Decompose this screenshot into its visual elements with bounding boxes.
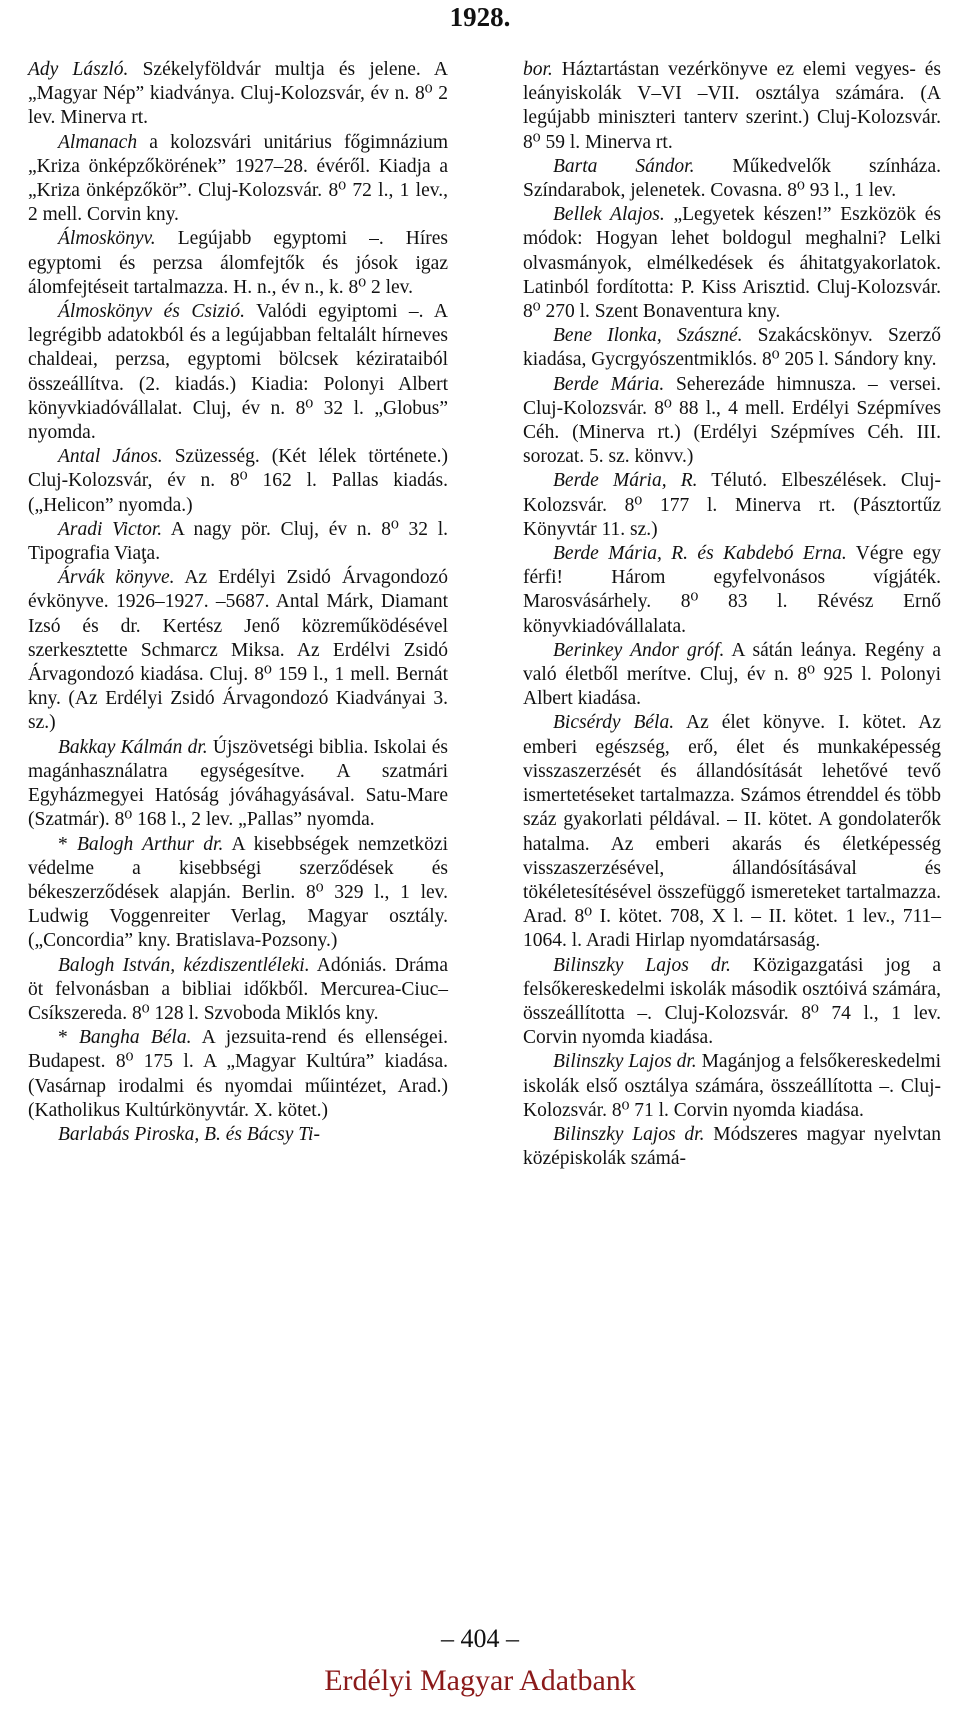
entry-text: Legújabb egyptomi –. Híres egyptomi és perzsa álomfejtők és jósok igaz álomfejtéseit tartalmazza. H. n., év n., k. 8⁰ 2 lev. [28, 228, 448, 298]
entry-author: Álmoskönyv. [58, 228, 156, 250]
entry-text: Végre egy férfi! Három egyfelvonásos vígjáték. Marosvásárhely. 8⁰ 83 l. Révész Ernő könyvkiadóvállalata. [523, 543, 941, 637]
entry-text: A kisebbségek nemzetközi védelme a kisebbségi szerződések és békeszerződések alapján. Berlin. 8⁰ 329 l., 1 lev. Ludwig Voggenreiter Verlag, Magyar osztály. („Concordia” kny. Bratislava-Pozsony.) [28, 833, 448, 952]
bibliography-entry [28, 1026, 448, 1123]
bibliography-entry [28, 58, 448, 131]
entry-author: Berinkey Andor gróf. [553, 639, 725, 661]
entry-text: Valódi egyiptomi –. A legrégibb adatokból és a legújabban feltalált hírneves chaldeai, perzsa, egyptomi bölcsek kézirataiból összeállítva. (2. kiadás.) Kiadia: Polonyi Albert könyvkiadóvállalat. Cluj, év n. 8⁰ 32 l. „Globus” nyomda. [28, 301, 448, 444]
entry-asterisk: * [58, 1027, 79, 1049]
entry-author: Berde Mária, R. [553, 470, 698, 492]
bibliography-entry [523, 542, 941, 639]
entry-text: A sátán leánya. Regény a való életből merítve. Cluj, év n. 8⁰ 925 l. Polonyi Albert kiadása. [523, 639, 941, 710]
entry-author: Antal János. [58, 446, 163, 468]
bibliography-entry [28, 833, 448, 954]
entry-asterisk: * [58, 833, 77, 855]
entry-text: Seherezáde himnusza. – versei. Cluj-Kolozsvár. 8⁰ 88 l., 4 mell. Erdélyi Szépmíves Céh. (Minerva rt.) (Erdélyi Szépmíves Céh. III. sorozat. 5. sz. könvv.) [523, 373, 941, 468]
entry-text: Módszeres magyar nyelvtan középiskolák számá- [523, 1123, 942, 1170]
entry-author: Álmoskönyv és Csizió. [58, 301, 245, 323]
bibliography-entry [523, 469, 941, 542]
entry-text: Székelyföldvár multja és jelene. A „Magyar Nép” kiadványa. Cluj-Kolozsvár, év n. 8⁰ 2 lev. Minerva rt. [28, 59, 448, 129]
bibliography-entry [523, 203, 941, 324]
entry-text: A jezsuita-rend és ellenségei. Budapest. 8⁰ 175 l. A „Magyar Kultúra” kiadása. (Vasárnap irodalmi és nyomdai műintézet, Arad.) (Katholikus Kultúrkönyvtár. X. kötet.) [28, 1027, 448, 1121]
entry-text: Közigazgatási jog a felsőkereskedelmi iskolák második osztóivá számára, összeállította –. Cluj-Kolozsvár. 8⁰ 74 l., 1 lev. Corvin nyomda kiadása. [523, 954, 941, 1049]
source-brand: Erdélyi Magyar Adatbank [324, 1664, 636, 1697]
bibliography-entry [28, 954, 448, 1027]
entry-text: Adóniás. Dráma öt felvonásban a bibliai időkből. Mercurea-Ciuc–Csíkszereda. 8⁰ 128 l. Szvoboda Miklós kny. [28, 954, 448, 1024]
entry-author: Árvák könyve. [58, 567, 175, 589]
entry-text: Újszövetségi biblia. Iskolai és magánhasználatra egységesítve. A szatmári Egyházmegyei Hatóság jóváhagyásával. Satu-Mare (Szatmár). 8⁰ 168 l., 2 lev. „Pallas” nyomda. [28, 736, 449, 831]
bibliography-entry [28, 300, 448, 445]
bibliography-entry [523, 711, 941, 953]
bibliography-entry [28, 1123, 448, 1147]
entry-author: Barlabás Piroska, B. és Bácsy Ti- [58, 1123, 320, 1145]
bibliography-entry [28, 227, 448, 300]
entry-author: Barta Sándor. [553, 155, 695, 177]
entry-author: Ady László. [28, 59, 129, 80]
bibliography-entry [523, 1050, 941, 1123]
entry-text: a kolozsvári unitárius főgimnázium „Kriza önképzőkörének” 1927–28. évéről. Kiadja a „Kriza önképzőkör”. Cluj-Kolozsvár. 8⁰ 72 l., 1 lev., 2 mell. Corvin kny. [28, 131, 448, 226]
entry-author: Balogh István, kézdiszentléleki. [58, 954, 310, 976]
entry-text: A nagy pör. Cluj, év n. 8⁰ 32 l. Tipografia Viaţa. [28, 518, 448, 565]
entry-author: Bilinszky Lajos dr. [553, 1123, 705, 1145]
entry-text: „Legyetek készen!” Eszközök és módok: Hogyan lehet boldogul meghalni? Lelki olvasmányok, elmélkedések és áhitatgyakorlatok. Latinból fordította: P. Kiss Arisztid. Cluj-Kolozsvár. 8⁰ 270 l. Szent Bonaventura kny. [523, 204, 941, 323]
left-column [28, 58, 448, 1147]
bibliography-entry [523, 639, 941, 712]
entry-author: Bangha Béla. [78, 1027, 192, 1049]
bibliography-entry [523, 155, 941, 203]
entry-author: Bilinszky Lajos dr. [553, 954, 731, 976]
page-number: – 404 – [441, 1624, 519, 1653]
page-year-heading: 1928. [449, 2, 511, 32]
bibliography-entry [523, 954, 941, 1051]
entry-text: Szakácskönyv. Szerző kiadása, Gycrgyószentmiklós. 8⁰ 205 l. Sándory kny. [523, 325, 941, 371]
entry-author: Berde Mária. [553, 373, 665, 395]
entry-author: Bellek Alajos. [553, 204, 665, 226]
entry-text: Magánjog a felsőkereskedelmi iskolák első osztálya számára, összeállította –. Cluj-Kolozsvár. 8⁰ 71 l. Corvin nyomda kiadása. [523, 1051, 941, 1121]
bibliography-entry [28, 445, 448, 518]
bibliography-entry [28, 131, 448, 228]
right-column [523, 58, 941, 1171]
entry-author: bor. [523, 59, 553, 80]
bibliography-entry [523, 373, 941, 470]
bibliography-entry [523, 1123, 941, 1171]
entry-author: Berde Mária, R. és Kabdebó Erna. [553, 543, 847, 565]
entry-author: Bene Ilonka, Szászné. [553, 325, 743, 347]
entry-text: Műkedvelők színháza. Színdarabok, jelenetek. Covasna. 8⁰ 93 l., 1 lev. [523, 155, 941, 202]
entry-author: Bicsérdy Béla. [553, 712, 675, 734]
entry-author: Aradi Victor. [58, 518, 163, 540]
entry-text: Az Erdélyi Zsidó Árvagondozó évkönyve. 1926–1927. –5687. Antal Márk, Diamant Izsó és dr. Kertész Jenő közreműködésével szerkesztette Schmarcz Miksa. Az Erdélvi Zsidó Árvagondozó kiadása. Cluj. 8⁰ 159 l., 1 mell. Bernát kny. (Az Erdélyi Zsidó Árvagondozó Kiadványai 3. sz.) [28, 567, 448, 734]
entry-author: Bakkay Kálmán dr. [58, 736, 208, 758]
entry-text: Az élet könyve. I. kötet. Az emberi egészség, erő, élet és munkaképesség visszaszerzését és állandósítását lehetővé tevő ismertetéseket tartalmazza. Számos étrenddel és több száz gyakorlati példával. – II. kötet. A gondolaterők hatalma. Az emberi akarás és életképesség visszaszerzésével, állandósításával és tökéletesítésével összefüggő ismereteket tartalmazza. Arad. 8⁰ I. kötet. 708, X l. – II. kötet. 1 lev., 711–1064. l. Aradi Hirlap nyomdatársaság. [523, 712, 941, 952]
entry-text: Háztartástan vezérkönyve ez elemi vegyes- és leányiskolák V–VI –VII. osztálya számára. (A legújabb miniszteri tanterv szerint.) Cluj-Kolozsvár. 8⁰ 59 l. Minerva rt. [523, 59, 941, 153]
entry-text: Szüzesség. (Két lélek története.) Cluj-Kolozsvár, év n. 8⁰ 162 l. Pallas kiadás. („Helicon” nyomda.) [28, 446, 448, 516]
entry-text: Télutó. Elbeszélések. Cluj-Kolozsvár. 8⁰ 177 l. Minerva rt. (Pásztortűz Könyvtár 11. sz.) [523, 470, 941, 540]
entry-author: Almanach [58, 131, 138, 153]
bibliography-entry [523, 58, 941, 155]
entry-author: Balogh Arthur dr. [76, 833, 224, 855]
bibliography-entry [523, 324, 941, 372]
entry-author: Bilinszky Lajos dr. [553, 1051, 697, 1073]
bibliography-entry [28, 566, 448, 735]
bibliography-entry [28, 518, 448, 566]
bibliography-entry [28, 736, 448, 833]
